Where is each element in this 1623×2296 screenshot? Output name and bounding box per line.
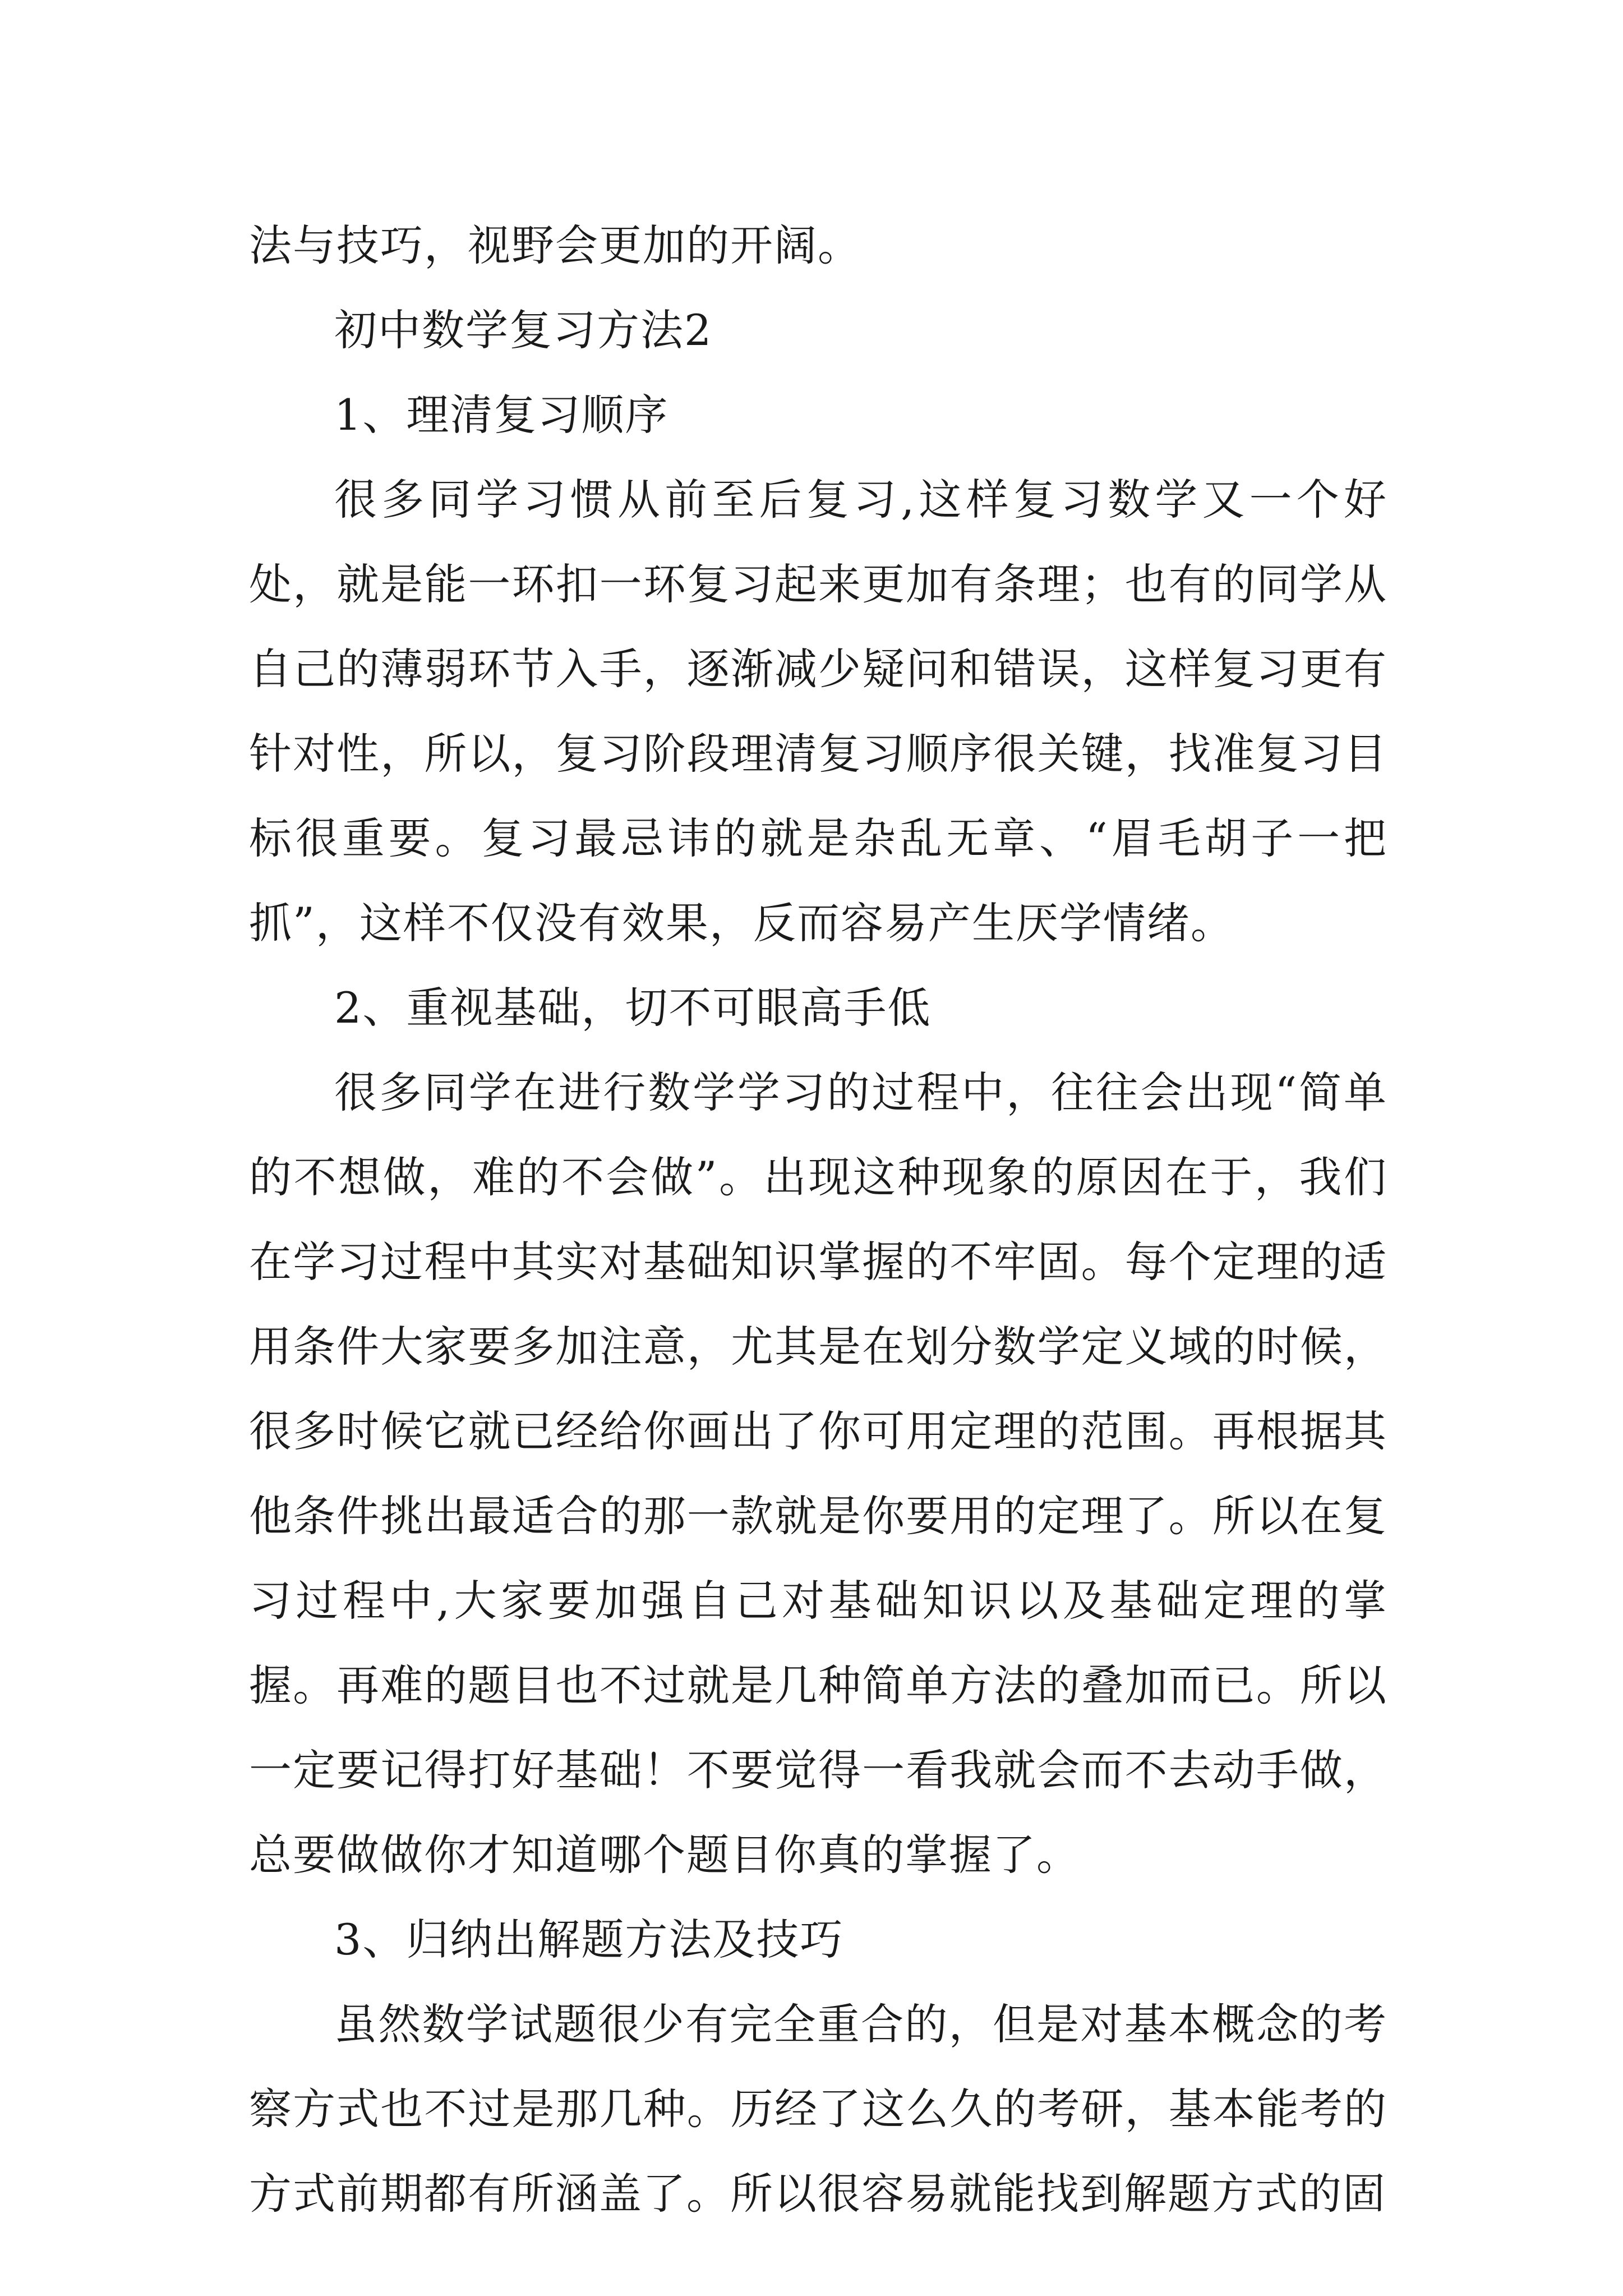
paragraph-1: 很多同学习惯从前至后复习,这样复习数学又一个好处，就是能一环扣一环复习起来更加有条理；也有的同学从自己的薄弱环节入手，逐渐减少疑问和错误，这样复习更有针对性，所以，复习阶段理清复习顺序很关键，找准复习目标很重要。复习最忌讳的就是杂乱无章、“眉毛胡子一把抓”，这样不仅没有效果，反而容易产生厌学情绪。 [249,475,1387,948]
paragraph-continuation: 法与技巧，视野会更加的开阔。 [249,220,861,270]
subheading-1: 1、理清复习顺序 [334,390,669,440]
paragraph-3: 虽然数学试题很少有完全重合的，但是对基本概念的考察方式也不过是那几种。历经了这么久的考研，基本能考的方式前期都有所涵盖了。所以很容易就能找到解题方式的固 [249,1999,1387,2219]
subheading-2: 2、重视基础，切不可眼高手低 [334,983,932,1033]
document-body [249,203,1387,2236]
section-title: 初中数学复习方法2 [334,305,713,355]
subheading-3: 3、归纳出解题方法及技巧 [334,1915,844,1964]
paragraph-2: 很多同学在进行数学学习的过程中，往往会出现“简单的不想做，难的不会做”。出现这种现象的原因在于，我们在学习过程中其实对基础知识掌握的不牢固。每个定理的适用条件大家要多加注意，尤其是在划分数学定义域的时候，很多时候它就已经给你画出了你可用定理的范围。再根据其他条件挑出最适合的那一款就是你要用的定理了。所以在复习过程中,大家要加强自己对基础知识以及基础定理的掌握。再难的题目也不过就是几种简单方法的叠加而已。所以一定要记得打好基础！不要觉得一看我就会而不去动手做，总要做做你才知道哪个题目你真的掌握了。 [249,1068,1387,1880]
